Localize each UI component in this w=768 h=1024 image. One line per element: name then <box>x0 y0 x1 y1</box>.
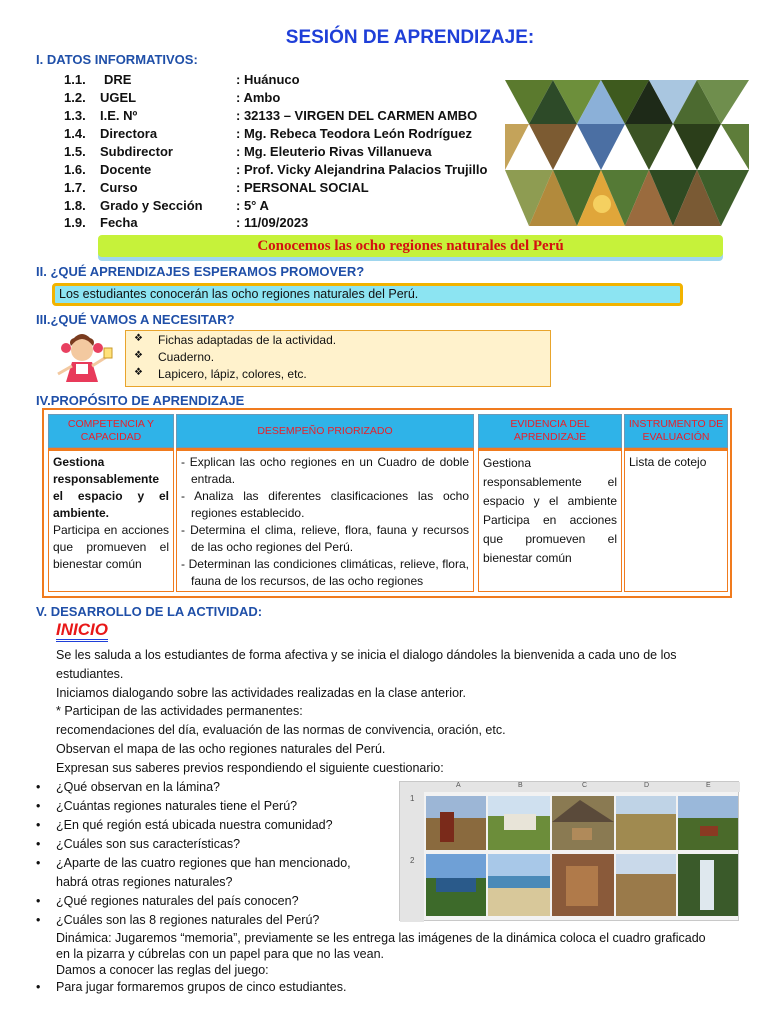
question-item <box>36 799 298 813</box>
paragraph-line: Iniciamos dialogando sobre las actividades realizadas en la clase anterior. <box>56 686 466 700</box>
regions-grid-image <box>399 781 739 921</box>
paragraph-line: * Participan de las actividades permanentes: <box>56 704 303 718</box>
question-continuation: habrá otras regiones naturales? <box>56 875 233 889</box>
diamond-bullet-icon: ❖ <box>134 333 143 344</box>
question-item <box>36 894 299 908</box>
table-header-instrumento: INSTRUMENTO DE EVALUACIÓN <box>624 414 728 448</box>
info-row-value: : Huánuco <box>236 72 300 87</box>
question-text: ¿En qué región está ubicada nuestra comunidad? <box>56 818 333 832</box>
rule-text: Para jugar formaremos grupos de cinco estudiantes. <box>56 980 347 994</box>
info-row-value: : 32133 – VIRGEN DEL CARMEN AMBO <box>236 108 478 123</box>
purpose-table <box>42 408 732 598</box>
grid-row-label: 2 <box>410 856 415 865</box>
diamond-bullet-icon: ❖ <box>134 350 143 361</box>
materials-item-text: Lapicero, lápiz, colores, etc. <box>158 367 307 381</box>
grid-col-label: B <box>518 782 523 789</box>
materials-item <box>134 367 307 381</box>
question-text: ¿Qué regiones naturales del país conocen? <box>56 894 299 908</box>
regions-grid-photos <box>400 782 740 922</box>
info-row-number: 1.5. <box>64 144 86 159</box>
bullet-icon: • <box>36 818 41 832</box>
bullet-icon: • <box>36 980 41 994</box>
paragraph-line: recomendaciones del día, evaluación de las normas de convivencia, oración, etc. <box>56 723 506 737</box>
question-item <box>36 780 220 794</box>
info-row-label: Curso <box>100 180 138 195</box>
competencia-title: Gestiona responsablemente el espacio y el ambiente. <box>53 455 169 520</box>
learning-goal-box: Los estudiantes conocerán las ocho regiones naturales del Perú. <box>52 283 683 306</box>
paragraph-line: estudiantes. <box>56 667 124 681</box>
bullet-icon: • <box>36 837 41 851</box>
bullet-icon: • <box>36 913 41 927</box>
paragraph-line: Se les saluda a los estudiantes de forma afectiva y se inicia el dialogo dándoles la bienvenida a cada uno de los <box>56 648 677 662</box>
question-text: ¿Aparte de las cuatro regiones que han mencionado, <box>56 856 351 870</box>
rule-item <box>36 980 347 994</box>
session-banner: Conocemos las ocho regiones naturales del Perú <box>98 235 723 257</box>
materials-item <box>134 350 215 364</box>
info-row-number: 1.9. <box>64 215 86 230</box>
desempeno-item: - Explican las ocho regiones en un Cuadro de doble entrada. <box>181 455 469 486</box>
bullet-icon: • <box>36 856 41 870</box>
info-row-number: 1.4. <box>64 126 86 141</box>
paragraph-line: Observan el mapa de las ocho regiones naturales del Perú. <box>56 742 386 756</box>
bullet-icon: • <box>36 780 41 794</box>
dinamica-line: en la pizarra y cúbrelas con un papel para que no las vean. <box>56 947 384 961</box>
desempeno-item: - Analiza las diferentes clasificaciones las ocho regiones establecido. <box>181 489 469 520</box>
question-item <box>36 837 241 851</box>
section-heading-necesitar: III.¿QUÉ VAMOS A NECESITAR? <box>36 312 235 327</box>
section-heading-aprendizajes: II. ¿QUÉ APRENDIZAJES ESPERAMOS PROMOVER? <box>36 264 365 279</box>
question-text: ¿Qué observan en la lámina? <box>56 780 220 794</box>
question-item <box>36 818 333 832</box>
info-row-number: 1.2. <box>64 90 86 105</box>
info-row-number: 1.7. <box>64 180 86 195</box>
question-item <box>36 913 320 927</box>
table-cell-evidencia: Gestiona responsablemente el espacio y el ambiente Participa en acciones que promueven el bienestar común <box>478 448 622 592</box>
info-row-label: Directora <box>100 126 158 141</box>
table-cell-competencia <box>48 448 174 592</box>
materials-item <box>134 333 337 347</box>
info-row-number: 1.8. <box>64 198 86 213</box>
info-row-label: Fecha <box>100 215 138 230</box>
info-row-number: 1.1. <box>64 72 86 87</box>
info-row-label: UGEL <box>100 90 137 105</box>
info-row-value: : PERSONAL SOCIAL <box>236 180 369 195</box>
info-row-value: : 11/09/2023 <box>236 215 309 230</box>
table-cell-desempeno <box>176 448 474 592</box>
info-row-label: Docente <box>100 162 152 177</box>
desempeno-item: - Determina el clima, relieve, flora, fauna y recursos de las ocho regiones del Perú. <box>181 523 469 554</box>
bullet-icon: • <box>36 894 41 908</box>
section-heading-datos: I. DATOS INFORMATIVOS: <box>36 52 198 67</box>
paragraph-line: Expresan sus saberes previos respondiendo el siguiente cuestionario: <box>56 761 444 775</box>
competencia-text: Participa en acciones que promueven el bienestar común <box>53 523 169 571</box>
question-text: ¿Cuáles son las 8 regiones naturales del Perú? <box>56 913 320 927</box>
grid-col-label: D <box>644 782 650 789</box>
reglas-line: Damos a conocer las reglas del juego: <box>56 963 269 977</box>
page-title: SESIÓN DE APRENDIZAJE: <box>285 27 535 48</box>
question-text: ¿Cuántas regiones naturales tiene el Perú? <box>56 799 298 813</box>
info-row-value: : Ambo <box>236 90 281 105</box>
inicio-heading: INICIO <box>56 620 108 642</box>
materials-item-text: Cuaderno. <box>158 350 215 364</box>
info-row-number: 1.6. <box>64 162 86 177</box>
info-row-label: Subdirector <box>100 144 173 159</box>
question-text: ¿Cuáles son sus características? <box>56 837 241 851</box>
table-header-competencia: COMPETENCIA Y CAPACIDAD <box>48 414 174 448</box>
girl-illustration <box>52 334 114 384</box>
bullet-icon: • <box>36 799 41 813</box>
grid-row-label: 1 <box>410 794 415 803</box>
grid-col-label: C <box>582 782 588 789</box>
diamond-bullet-icon: ❖ <box>134 367 143 378</box>
table-cell-instrumento: Lista de cotejo <box>624 448 728 592</box>
materials-item-text: Fichas adaptadas de la actividad. <box>158 333 337 347</box>
dinamica-line: Dinámica: Jugaremos “memoria”, previamente se les entrega las imágenes de la dinámica coloca el cuadro graficado <box>56 931 706 945</box>
section-heading-desarrollo: V. DESARROLLO DE LA ACTIVIDAD: <box>36 604 263 619</box>
desempeno-item: - Determinan las condiciones climáticas, relieve, flora, fauna de los recursos, de las ocho regiones <box>181 557 469 588</box>
info-row-value: : Prof. Vicky Alejandrina Palacios Trujillo <box>236 162 488 177</box>
info-row-value: : Mg. Eleuterio Rivas Villanueva <box>236 144 432 159</box>
grid-col-label: A <box>456 782 461 789</box>
grid-col-label: E <box>706 782 711 789</box>
info-row-number: 1.3. <box>64 108 86 123</box>
section-heading-proposito: IV.PROPÓSITO DE APRENDIZAJE <box>36 393 245 408</box>
info-row-label: Grado y Sección <box>100 198 203 213</box>
regions-collage-image <box>505 80 749 226</box>
info-row-value: : Mg. Rebeca Teodora León Rodríguez <box>236 126 472 141</box>
materials-box <box>125 330 551 387</box>
info-row-label: DRE <box>104 72 132 87</box>
question-item <box>36 856 351 870</box>
info-row-label: I.E. Nº <box>100 108 138 123</box>
table-header-evidencia: EVIDENCIA DEL APRENDIZAJE <box>478 414 622 448</box>
info-row-value: : 5° A <box>236 198 269 213</box>
table-header-desempeno: DESEMPEÑO PRIORIZADO <box>176 414 474 448</box>
